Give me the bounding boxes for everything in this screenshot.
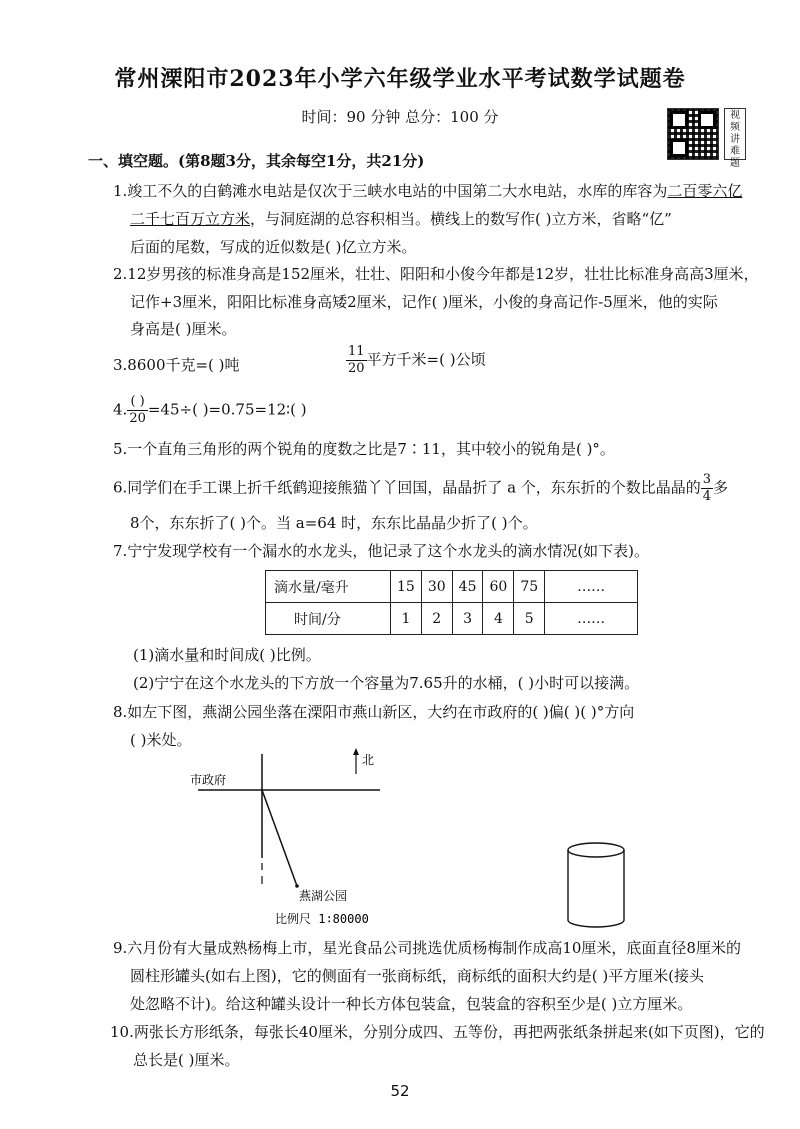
q10-line1: 10.两张长方形纸条，每张长40厘米，分别分成四、五等份，再把两张纸条拼起来(如下页图)，它的 — [110, 1023, 765, 1041]
table-cell: 5 — [514, 603, 545, 635]
table-row — [266, 571, 638, 603]
q6-line2: 8个，东东折了( )个。当 a=64 时，东东比晶晶少折了( )个。 — [130, 514, 538, 532]
q9-line1: 9.六月份有大量成熟杨梅上市，星光食品公司挑选优质杨梅制作成高10厘米，底面直径8厘米的 — [113, 939, 741, 957]
table-cell: 45 — [452, 571, 483, 603]
q7-sub2: (2)宁宁在这个水龙头的下方放一个容量为7.65升的水桶，( )小时可以接满。 — [133, 674, 640, 692]
drip-table — [265, 570, 638, 635]
table-cell: 4 — [483, 603, 514, 635]
q7-line: 7.宁宁发现学校有一个漏水的水龙头，他记录了这个水龙头的滴水情况(如下表)。 — [113, 542, 650, 560]
exam-info: 时间：90 分钟 总分：100 分 — [301, 108, 499, 126]
q5-line: 5.一个直角三角形的两个锐角的度数之比是7∶11，其中较小的锐角是( )°。 — [113, 440, 615, 458]
q3-part-b: $\frac{11}{20}$ 平方千米=( )公顷 — [348, 344, 486, 376]
section-heading: 一、填空题。(第8题3分，其余每空1分，共21分) — [88, 152, 425, 170]
q1-line1: 1.竣工不久的白鹤滩水电站是仅次于三峡水电站的中国第二大水电站，水库的库容为二百零六亿 — [113, 182, 743, 200]
q3-part-a: 3.8600千克=( )吨 — [113, 356, 240, 374]
q2-line2: 记作+3厘米，阳阳比标准身高矮2厘米，记作( )厘米，小俊的身高记作-5厘米，他的实际 — [130, 293, 718, 311]
q1-number-words-a: 二百零六亿 — [667, 182, 743, 200]
q6-fraction: $\frac{3}{4}$ — [702, 472, 712, 504]
q4-line: 4. $\frac{( )}{20}$ =45÷( )=0.75=12∶( ) — [113, 394, 307, 426]
q4-fraction: $\frac{( )}{20}$ — [129, 394, 146, 426]
park-label: 燕湖公园 — [299, 889, 348, 903]
qr-label: 视频讲难题 — [724, 108, 746, 160]
table-cell: 3 — [452, 603, 483, 635]
q7-sub1: (1)滴水量和时间成( )比例。 — [133, 646, 321, 664]
q1-line2: 二千七百万立方米，与洞庭湖的总容积相当。横线上的数写作( )立方米，省略“亿” — [130, 210, 672, 228]
table-cell: 15 — [391, 571, 422, 603]
page-number: 52 — [390, 1082, 410, 1100]
park-point — [295, 884, 299, 888]
q9-line2: 圆柱形罐头(如右上图)，它的侧面有一张商标纸，商标纸的面积大约是( )平方厘米(接头 — [130, 967, 705, 985]
q6-line1: 6.同学们在手工课上折千纸鹤迎接熊猫丫丫回国，晶晶折了 a 个，东东折的个数比晶晶的 $\frac{3}{4}$ 多 — [113, 472, 729, 504]
q1-line3: 后面的尾数，写成的近似数是( )亿立方米。 — [130, 238, 417, 256]
table-row — [266, 603, 638, 635]
q8-line2: ( )米处。 — [130, 731, 192, 749]
table-cell: 30 — [421, 571, 452, 603]
page-title: 常州溧阳市2023年小学六年级学业水平考试数学试题卷 — [114, 66, 686, 92]
table-cell: …… — [545, 571, 638, 603]
table-cell: 75 — [514, 571, 545, 603]
qr-code-icon[interactable] — [667, 108, 719, 160]
table-header-cell: 时间/分 — [266, 603, 391, 635]
table-cell: …… — [545, 603, 638, 635]
table-cell: 60 — [483, 571, 514, 603]
map-scale: 比例尺 1∶80000 — [275, 912, 369, 926]
location-map — [190, 748, 390, 928]
q1-number-words-b: 二千七百万立方米 — [130, 210, 251, 228]
table-cell: 2 — [421, 603, 452, 635]
q8-line1: 8.如左下图，燕湖公园坐落在溧阳市燕山新区，大约在市政府的( )偏( )( )°方向 — [113, 703, 635, 721]
table-header-cell: 滴水量/毫升 — [266, 571, 391, 603]
map-route-line — [262, 790, 297, 886]
q2-line3: 身高是( )厘米。 — [130, 320, 237, 338]
gov-label: 市政府 — [190, 773, 227, 787]
north-label: 北 — [362, 753, 375, 767]
q2-line1: 2.12岁男孩的标准身高是152厘米，壮壮、阳阳和小俊今年都是12岁，壮壮比标准身高高3厘米， — [113, 265, 759, 283]
q10-line2: 总长是( )厘米。 — [133, 1051, 240, 1069]
cylinder-can — [560, 838, 650, 930]
q9-line3: 处忽略不计)。给这种罐头设计一种长方体包装盒，包装盒的容积至少是( )立方厘米。 — [130, 995, 693, 1013]
q3-fraction: $\frac{11}{20}$ — [348, 344, 365, 376]
table-cell: 1 — [391, 603, 422, 635]
